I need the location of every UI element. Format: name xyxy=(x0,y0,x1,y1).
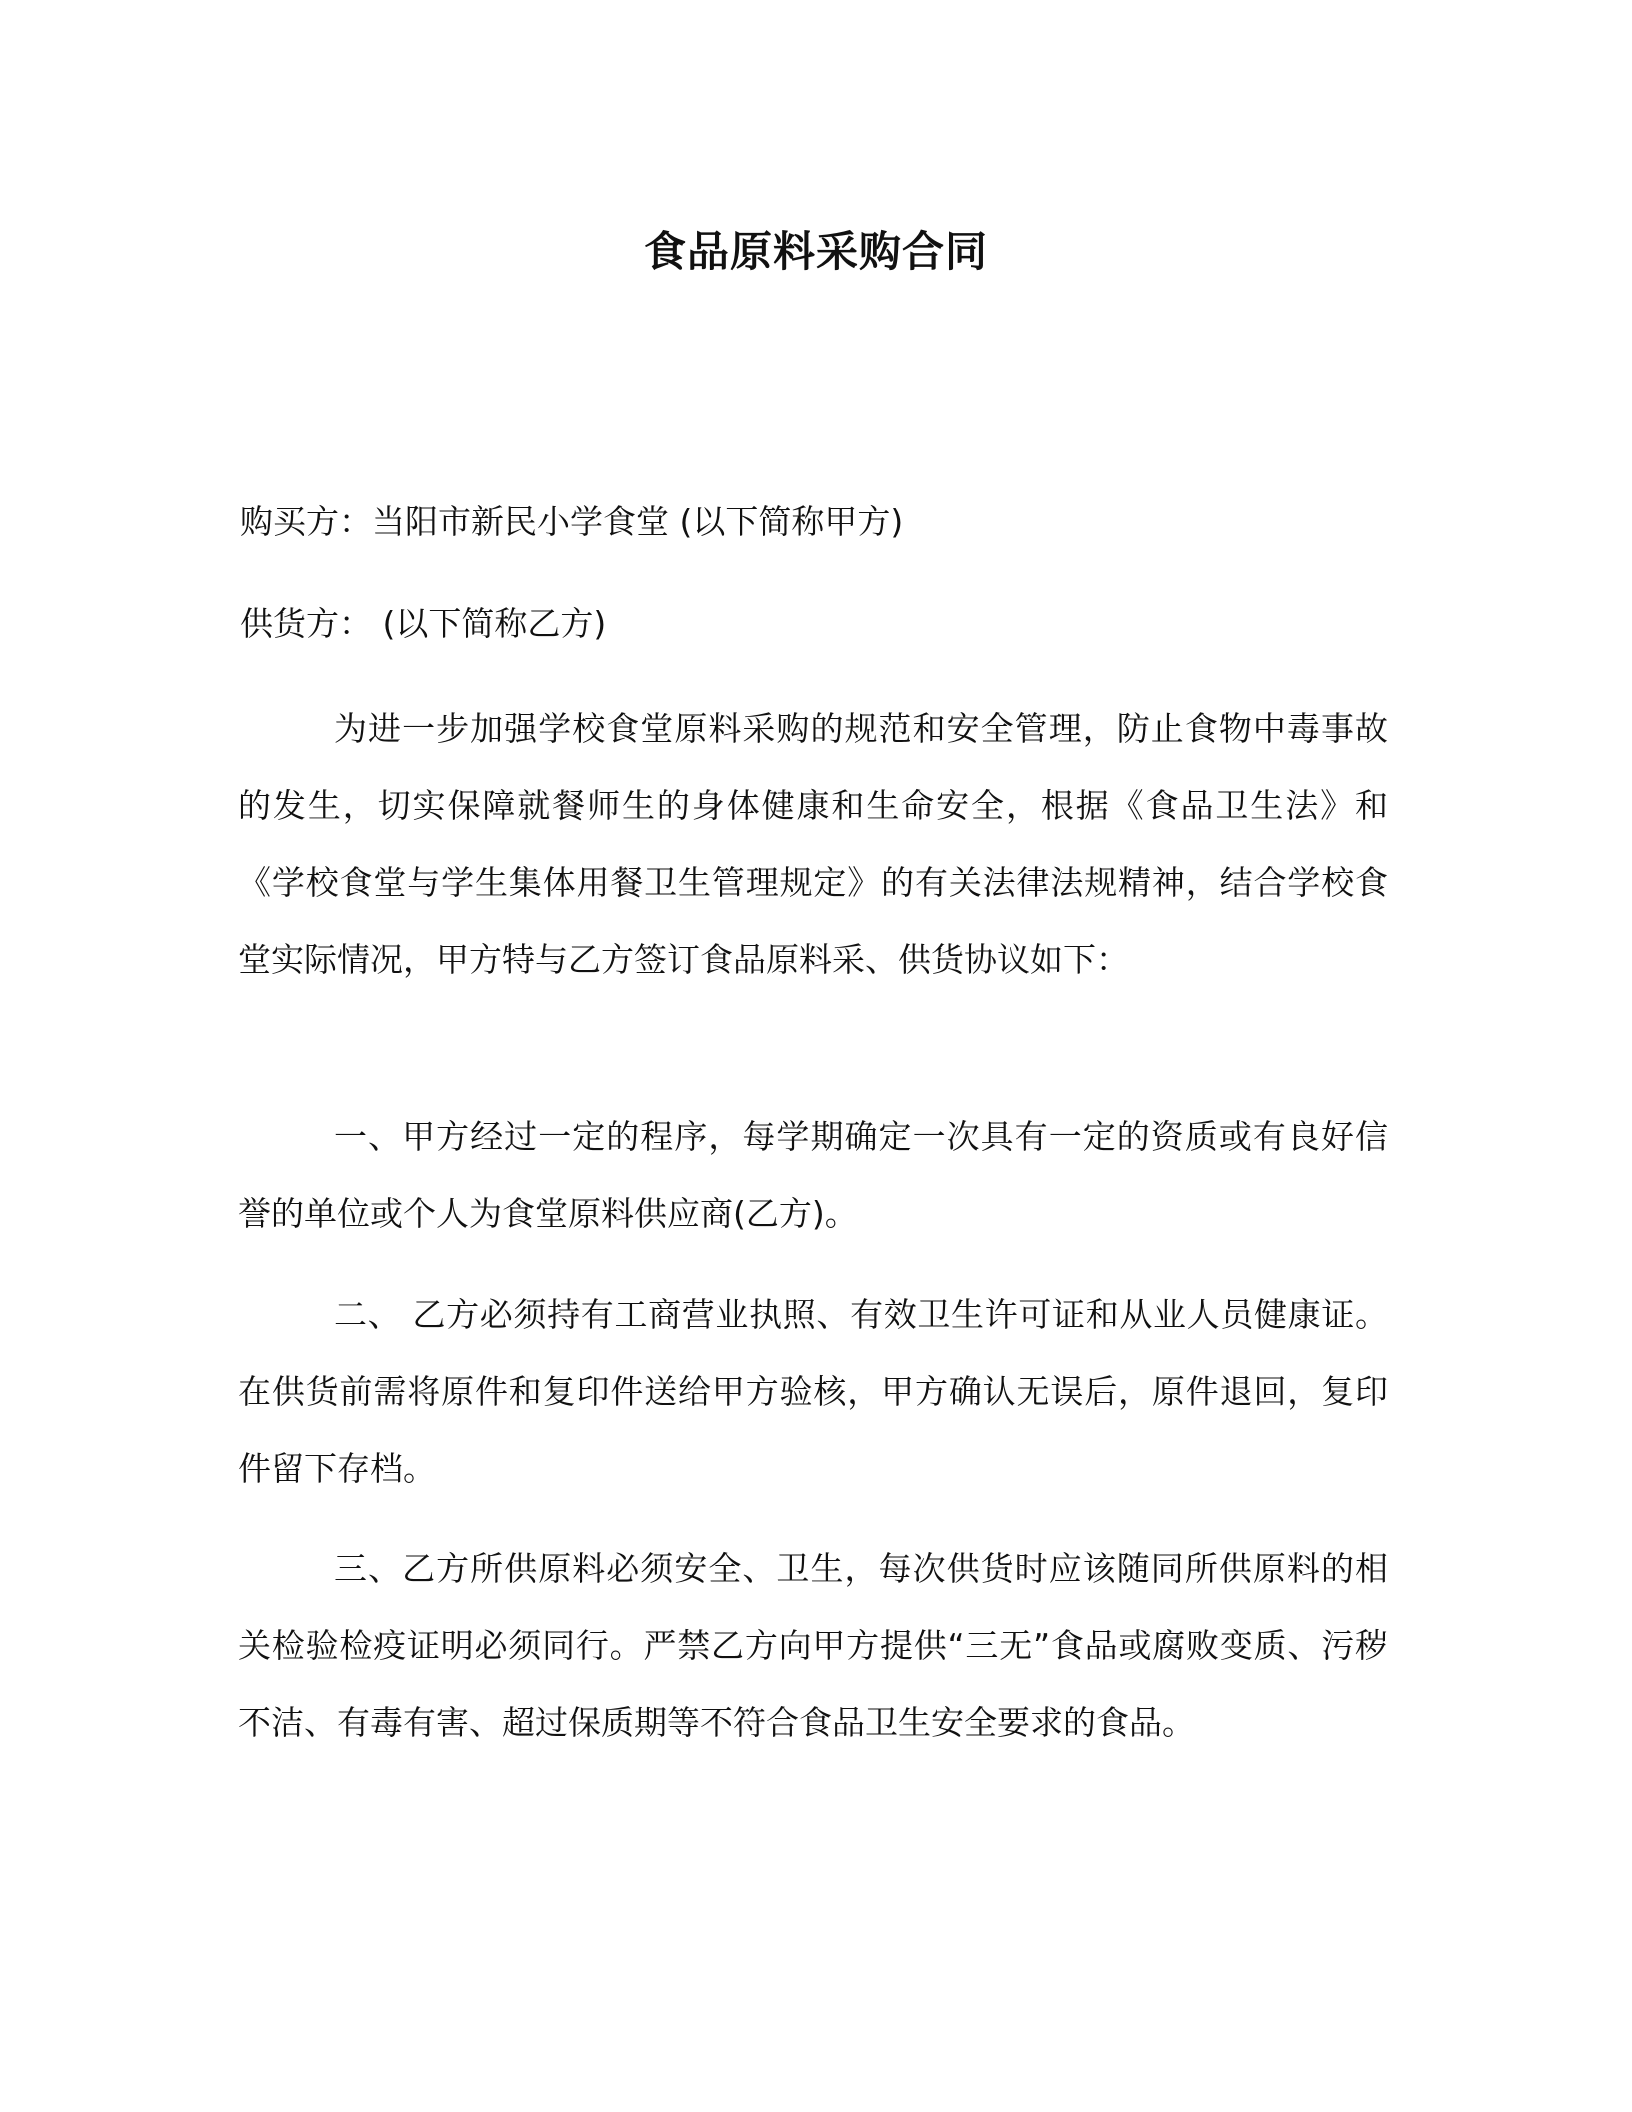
clause-one-paragraph: 一、甲方经过一定的程序，每学期确定一次具有一定的资质或有良好信誉的单位或个人为食堂原料供应商(乙方)。 xyxy=(238,1117,1388,1233)
document-title: 食品原料采购合同 xyxy=(643,227,988,276)
clause-two-paragraph: 二、 乙方必须持有工商营业执照、有效卫生许可证和从业人员健康证。在供货前需将原件和复印件送给甲方验核，甲方确认无误后，原件退回，复印件留下存档。 xyxy=(238,1295,1388,1488)
clause-three-paragraph: 三、乙方所供原料必须安全、卫生，每次供货时应该随同所供原料的相关检验检疫证明必须同行。严禁乙方向甲方提供“三无”食品或腐败变质、污秽不洁、有毒有害、超过保质期等不符合食品卫生安全要求的食品。 xyxy=(238,1549,1388,1742)
supplier-line: 供货方： (以下简称乙方) xyxy=(240,604,607,643)
intro-paragraph: 为进一步加强学校食堂原料采购的规范和安全管理，防止食物中毒事故的发生，切实保障就餐师生的身体健康和生命安全，根据《食品卫生法》和《学校食堂与学生集体用餐卫生管理规定》的有关法律法规精神，结合学校食堂实际情况，甲方特与乙方签订食品原料采、供货协议如下： xyxy=(238,709,1388,979)
buyer-line: 购买方：当阳市新民小学食堂 (以下简称甲方) xyxy=(240,502,904,541)
